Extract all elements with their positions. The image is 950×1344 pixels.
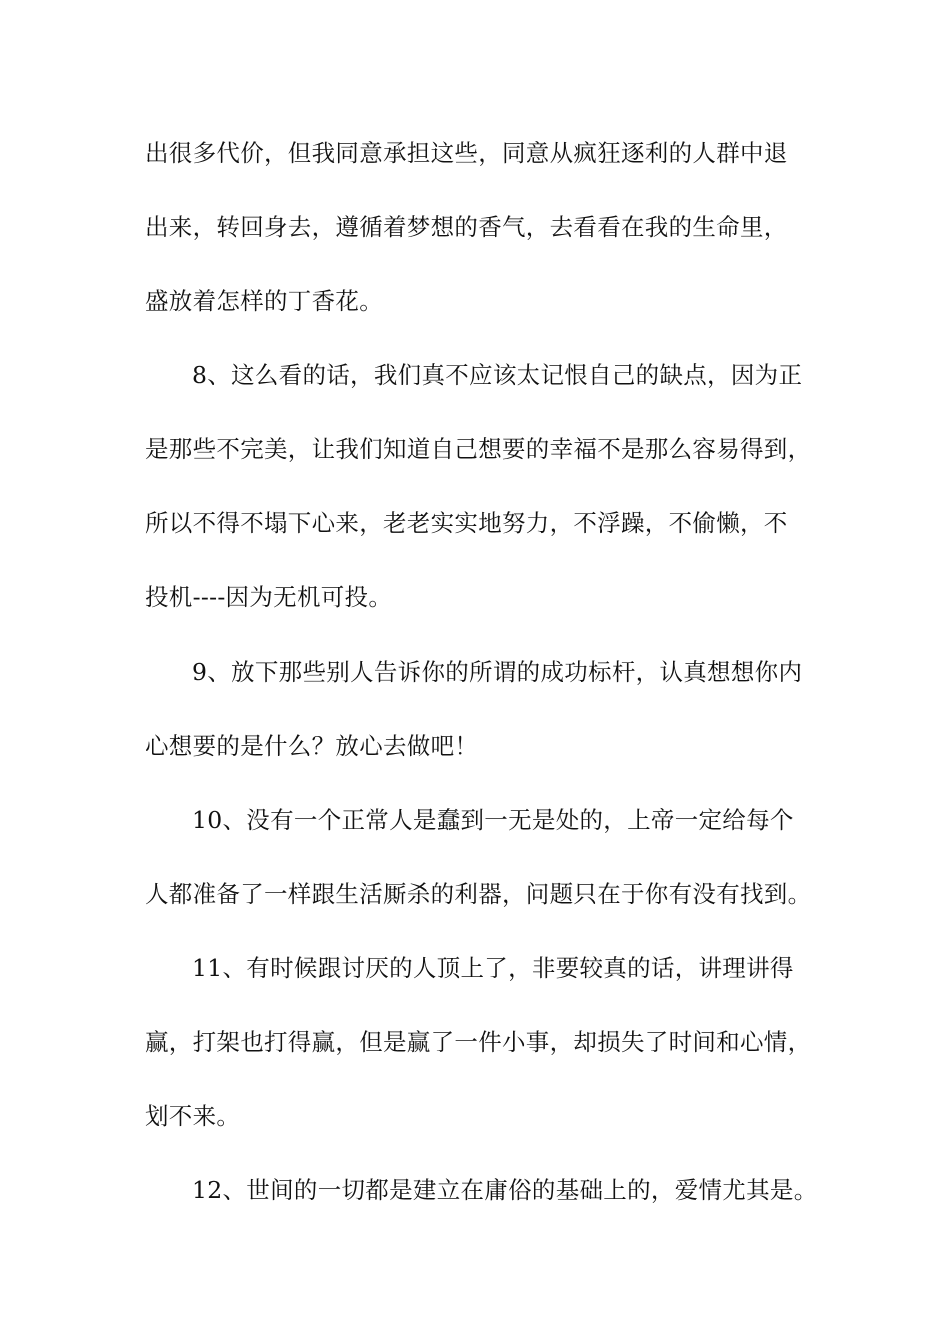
text-line: 盛放着怎样的丁香花。 [145,287,383,315]
paragraph-first-line: 10、没有一个正常人是蠢到一无是处的，上帝一定给每个 [192,806,794,834]
paragraph-first-line: 11、有时候跟讨厌的人顶上了，非要较真的话，讲理讲得 [192,954,794,982]
paragraph-first-line: 12、世间的一切都是建立在庸俗的基础上的，爱情尤其是。 [192,1176,818,1204]
text-line: 人都准备了一样跟生活厮杀的利器，问题只在于你有没有找到。 [145,880,812,908]
text-line: 是那些不完美，让我们知道自己想要的幸福不是那么容易得到， [145,435,812,463]
text-line: 心想要的是什么？放心去做吧！ [145,732,479,760]
text-line: 投机----因为无机可投。 [145,583,393,611]
paragraph-first-line: 9、放下那些别人告诉你的所谓的成功标杆，认真想想你内 [192,658,803,686]
text-line: 所以不得不塌下心来，老老实实地努力，不浮躁，不偷懒，不 [145,509,788,537]
text-line: 划不来。 [145,1102,241,1130]
paragraph-first-line: 8、这么看的话，我们真不应该太记恨自己的缺点，因为正 [192,361,803,389]
text-line: 出很多代价，但我同意承担这些，同意从疯狂逐利的人群中退 [145,139,788,167]
text-line: 出来，转回身去，遵循着梦想的香气，去看看在我的生命里， [145,213,788,241]
text-line: 赢，打架也打得赢，但是赢了一件小事，却损失了时间和心情， [145,1028,812,1056]
